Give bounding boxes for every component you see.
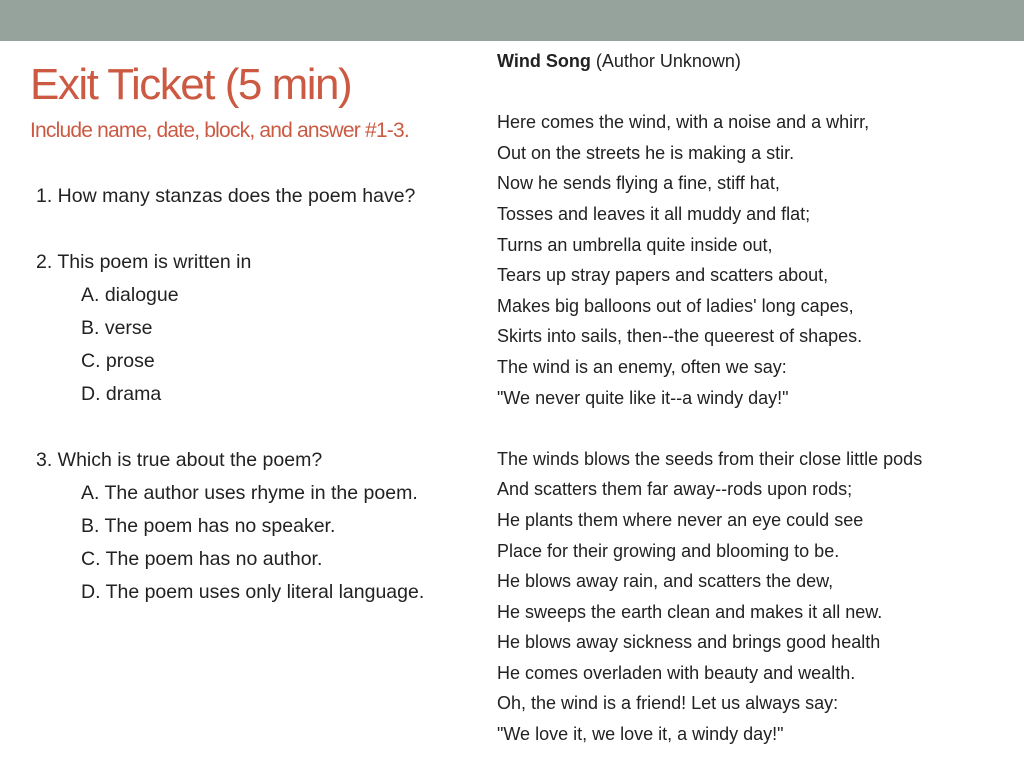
poem-line: Oh, the wind is a friend! Let us always say: xyxy=(497,693,839,714)
poem-line: The winds blows the seeds from their close little pods xyxy=(497,448,923,469)
poem-line: Tears up stray papers and scatters about, xyxy=(497,265,829,286)
poem-line: Skirts into sails, then--the queerest of shapes. xyxy=(497,326,863,347)
poem-line: "We love it, we love it, a windy day!" xyxy=(497,724,784,745)
poem-line: Here comes the wind, with a noise and a whirr, xyxy=(497,112,870,133)
questions-block xyxy=(36,180,496,609)
question-2: 2. This poem is written in xyxy=(36,251,252,273)
question-2-option-d: D. drama xyxy=(81,383,162,405)
poem-line: Tosses and leaves it all muddy and flat; xyxy=(497,203,811,224)
poem-stanza-1 xyxy=(497,107,1022,413)
poem-line: Makes big balloons out of ladies' long capes, xyxy=(497,295,854,316)
poem-line: Turns an umbrella quite inside out, xyxy=(497,234,773,255)
question-3-option-d: D. The poem uses only literal language. xyxy=(81,581,425,603)
poem-line: He plants them where never an eye could see xyxy=(497,509,864,530)
question-3: 3. Which is true about the poem? xyxy=(36,449,323,471)
poem-line: Out on the streets he is making a stir. xyxy=(497,142,795,163)
poem-line: Now he sends flying a fine, stiff hat, xyxy=(497,173,780,194)
poem-line: Place for their growing and blooming to be. xyxy=(497,540,840,561)
question-3-option-a: A. The author uses rhyme in the poem. xyxy=(81,482,418,504)
question-2-option-b: B. verse xyxy=(81,317,153,339)
poem-block xyxy=(497,46,1022,750)
poem-stanza-2 xyxy=(497,444,1022,750)
poem-line: "We never quite like it--a windy day!" xyxy=(497,387,789,408)
question-3-option-b: B. The poem has no speaker. xyxy=(81,515,336,537)
poem-line: The wind is an enemy, often we say: xyxy=(497,356,787,377)
question-1: 1. How many stanzas does the poem have? xyxy=(36,185,416,207)
poem-line: He sweeps the earth clean and makes it all new. xyxy=(497,601,883,622)
slide-title: Exit Ticket (5 min) xyxy=(30,60,352,109)
question-2-option-a: A. dialogue xyxy=(81,284,179,306)
poem-line: He comes overladen with beauty and wealth. xyxy=(497,662,856,683)
top-banner xyxy=(0,0,1024,41)
poem-author: (Author Unknown) xyxy=(590,51,741,71)
poem-heading xyxy=(497,46,1022,77)
poem-title: Wind Song xyxy=(497,51,591,71)
question-2-option-c: C. prose xyxy=(81,350,155,372)
poem-line: And scatters them far away--rods upon rods; xyxy=(497,479,853,500)
poem-line: He blows away rain, and scatters the dew, xyxy=(497,571,834,592)
question-3-option-c: C. The poem has no author. xyxy=(81,548,323,570)
poem-line: He blows away sickness and brings good health xyxy=(497,632,881,653)
slide-subtitle: Include name, date, block, and answer #1-3. xyxy=(30,119,409,142)
